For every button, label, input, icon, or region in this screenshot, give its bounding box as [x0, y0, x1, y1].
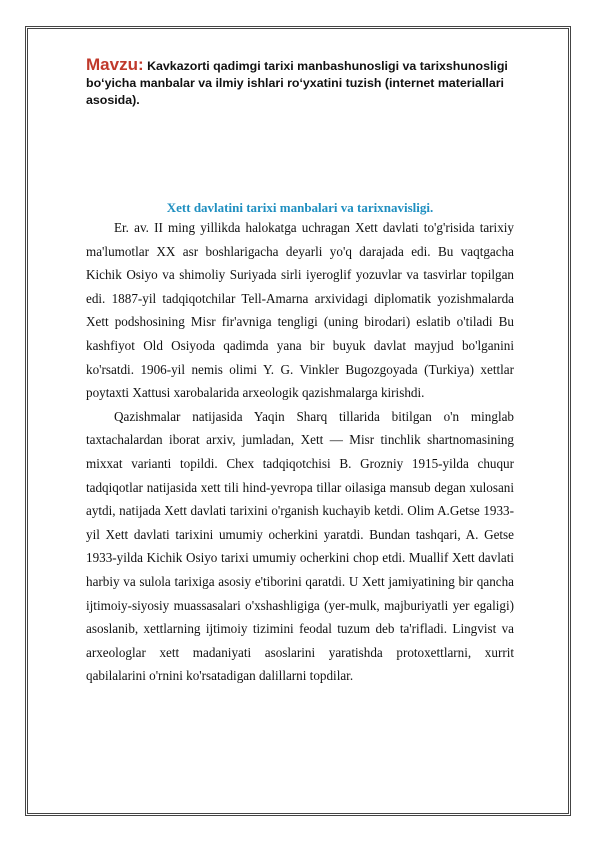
paragraph-1: Er. av. II ming yillikda halokatga uchragan Xett davlati to'g'risida tarixiy ma'lumotlar XX asr boshlarigacha deyarli yo'q darajada edi. Bu vaqtgacha Kichik Osiyo va shimoliy Suriyada sirli iyeroglif yozuvlar va tasvirlar topilgan edi. 1887-yil tadqiqotchilar Tell-Amarna arxividagi diplomatik yozishmalarda Xett podshosining Misr fir'avniga tengligi (uning birodari) eslatib o'tiladi Bu kashfiyot Old Osiyoda qadimda yana bir buyuk davlat mayjud bo'lganini ko'rsatdi. 1906-yil nemis olimi Y. G. Vinkler Bugozgoyada (Turkiya) xettlar poytaxti Xattusi xarobalarida arxeologik qazishmalarga kirishdi.: [86, 220, 514, 401]
topic-header: [86, 56, 526, 109]
topic-title: Kavkazorti qadimgi tarixi manbashunosligi va tarixshunosligi bo‘yicha manbalar va ilmiy ishlari ro‘yxatini tuzish (internet materiallari asosida).: [86, 59, 508, 107]
paragraph-2: Qazishmalar natijasida Yaqin Sharq tillarida bitilgan o'n minglab taxtachalardan iborat arxiv, jumladan, Xett — Misr tinchlik shartnomasining mixxat varianti topildi. Chex tadqiqotchisi B. Grozniy 1915-yilda chuqur tadqiqotlar natijasida xett tili hind-yevropa tillar oilasiga mansub degan xulosani aytdi, natijada Xett davlati tarixini o'rganish kuchayib ketdi. Olim A.Getse 1933-yil Xett davlati tarixini umumiy ocherkini yaratdi. Bundan tashqari, A. Getse 1933-yilda Kichik Osiyo tarixi umumiy ocherkini chop etdi. Muallif Xett davlati harbiy va sulola tarixiga asosiy e'tiborini qaratdi. U Xett jamiyatining bir qancha ijtimoiy-siyosiy muassasalari o'xshashligiga (yer-mulk, majburiyatli yer egaligi) asoslanib, xettlarning ijtimoiy tizimini feodal tuzum deb ta'rifladi. Lingvist va arxeologlar xett madaniyati asoslarini yaratishda protoxettlarni, xurrit qabilalarini o'rnini ko'rsatadigan dalillarni topdilar.: [86, 408, 514, 684]
body-text: [86, 216, 514, 688]
section-heading: Xett davlatini tarixi manbalari va tarixnavisligi.: [166, 200, 434, 215]
topic-label: Mavzu:: [86, 55, 144, 74]
